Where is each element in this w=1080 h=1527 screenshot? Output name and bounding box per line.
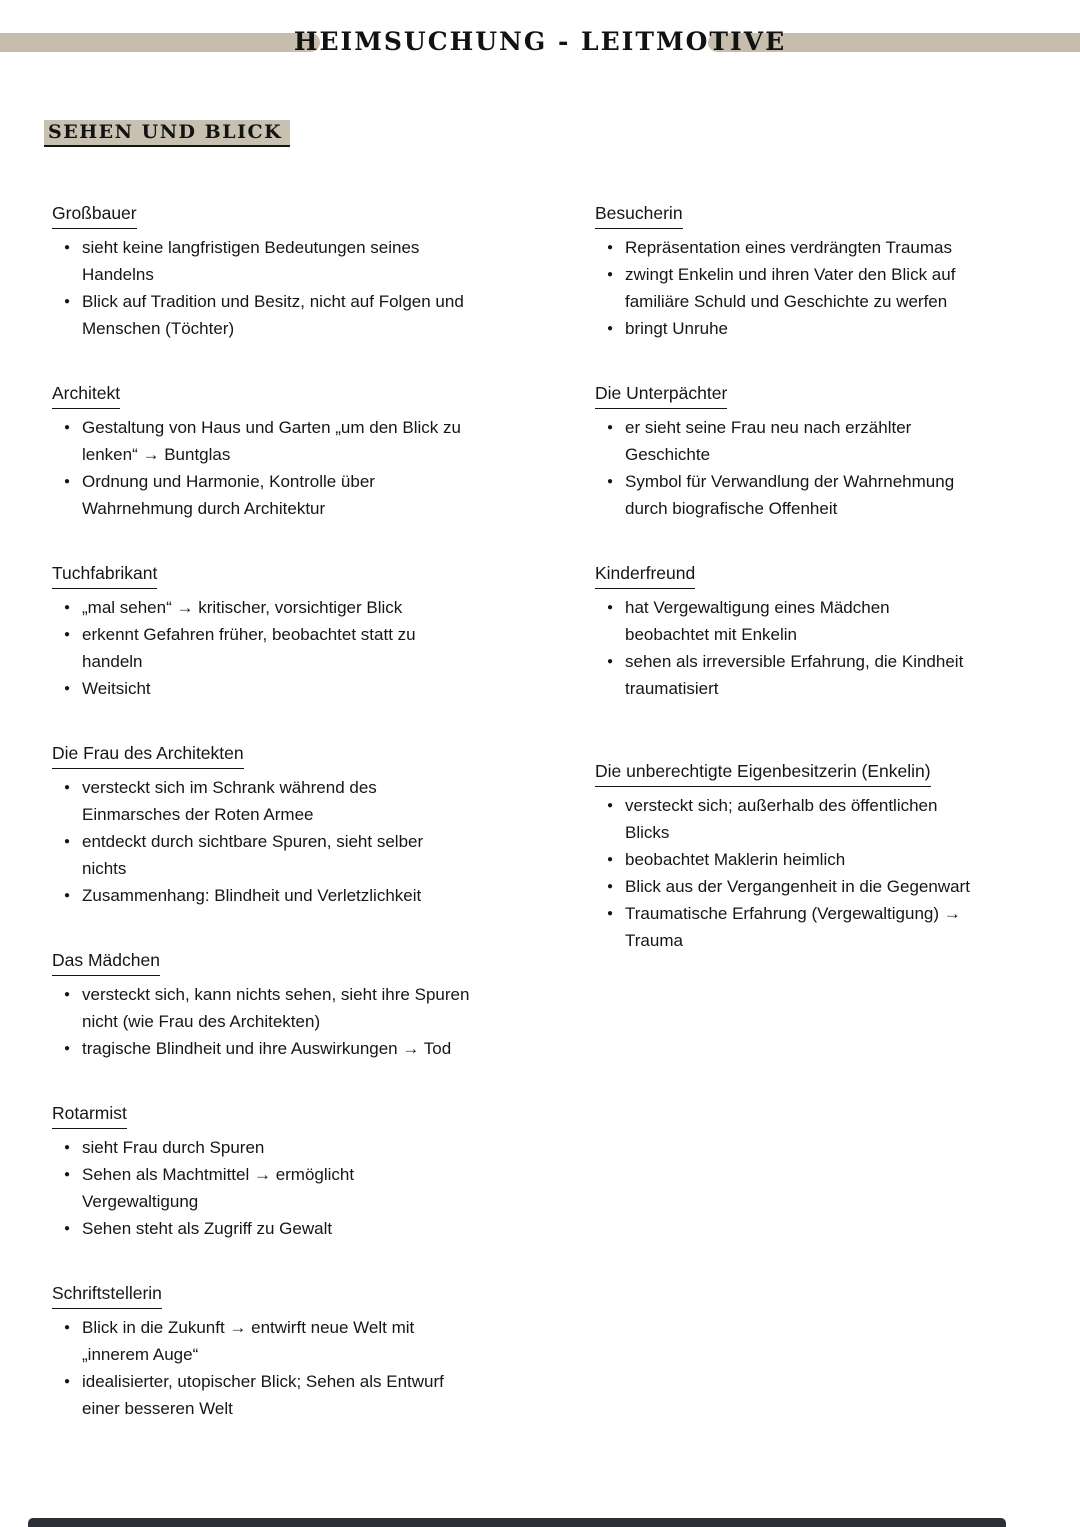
section-title-row <box>52 947 472 976</box>
bullet-item <box>52 774 472 828</box>
bullet-icon: ● <box>606 602 614 613</box>
bullet-item <box>52 675 472 702</box>
section-die-unterp-chter <box>595 380 970 522</box>
section-heading-text: SEHEN UND BLICK <box>44 120 290 147</box>
bullet-item <box>52 234 472 288</box>
section-architekt <box>52 380 472 522</box>
section-title: Die Frau des Architekten <box>52 740 244 769</box>
section-title: Rotarmist <box>52 1100 127 1129</box>
bullet-text: entdeckt durch sichtbare Spuren, sieht selber nichts <box>82 832 424 878</box>
bullet-icon: ● <box>63 476 71 487</box>
section-rotarmist <box>52 1100 472 1242</box>
section-title: Kinderfreund <box>595 560 695 589</box>
column-right <box>595 200 970 992</box>
bullet-text: Blick aus der Vergangenheit in die Gegenwart <box>625 877 970 896</box>
bullet-text: zwingt Enkelin und ihren Vater den Blick auf familiäre Schuld und Geschichte zu werfen <box>625 265 956 311</box>
bullet-icon: ● <box>606 908 614 919</box>
bullet-text: sieht keine langfristigen Bedeutungen seines Handelns <box>82 238 420 284</box>
bottom-banner-edge <box>28 1518 1006 1527</box>
section-heading <box>44 120 290 147</box>
bullet-icon: ● <box>63 836 71 847</box>
section-title-row <box>52 1280 472 1309</box>
section-besucherin <box>595 200 970 342</box>
bullet-icon: ● <box>606 323 614 334</box>
bullet-item <box>52 1314 472 1368</box>
bullet-text: hat Vergewaltigung eines Mädchen beobachtet mit Enkelin <box>625 598 890 644</box>
bullet-icon: ● <box>63 629 71 640</box>
bullet-icon: ● <box>63 1322 71 1333</box>
section-title-row <box>52 200 472 229</box>
bullet-icon: ● <box>63 683 71 694</box>
section-schriftstellerin <box>52 1280 472 1422</box>
bullet-text: Traumatische Erfahrung (Vergewaltigung) → Trauma <box>625 904 961 950</box>
bullet-icon: ● <box>63 890 71 901</box>
bullet-icon: ● <box>606 269 614 280</box>
bullet-text: beobachtet Maklerin heimlich <box>625 850 846 869</box>
bullet-icon: ● <box>606 242 614 253</box>
bullet-icon: ● <box>63 989 71 1000</box>
bullet-item <box>52 1134 472 1161</box>
bullet-text: Gestaltung von Haus und Garten „um den Blick zu lenken“ → Buntglas <box>82 418 461 464</box>
bullet-icon: ● <box>63 782 71 793</box>
bullet-item <box>52 1215 472 1242</box>
bullet-item <box>595 234 970 261</box>
bullet-item <box>595 900 970 954</box>
bullet-text: Sehen als Machtmittel → ermöglicht Vergewaltigung <box>82 1165 355 1211</box>
bullet-icon: ● <box>63 1142 71 1153</box>
section-title-row <box>595 380 970 409</box>
section-title: Die unberechtigte Eigenbesitzerin (Enkelin) <box>595 758 931 787</box>
bullet-text: erkennt Gefahren früher, beobachtet statt zu handeln <box>82 625 416 671</box>
section-die-unberechtigte-eigenbesitzerin-enkelin <box>595 758 970 954</box>
bullet-item <box>52 1035 472 1062</box>
section-title-row <box>52 560 472 589</box>
bullet-icon: ● <box>606 854 614 865</box>
section-title-row <box>52 740 472 769</box>
bullet-icon: ● <box>63 422 71 433</box>
bullet-item <box>595 468 970 522</box>
bullet-item <box>52 882 472 909</box>
bullet-icon: ● <box>63 1223 71 1234</box>
bullet-text: „mal sehen“ → kritischer, vorsichtiger Blick <box>82 598 403 617</box>
section-kinderfreund <box>595 560 970 702</box>
bullet-item <box>595 261 970 315</box>
bullet-item <box>595 594 970 648</box>
bullet-text: Zusammenhang: Blindheit und Verletzlichkeit <box>82 886 422 905</box>
bullet-icon: ● <box>606 476 614 487</box>
column-left <box>52 200 472 1460</box>
section-title: Die Unterpächter <box>595 380 727 409</box>
section-das-m-dchen <box>52 947 472 1062</box>
bullet-item <box>595 648 970 702</box>
section-title: Tuchfabrikant <box>52 560 157 589</box>
bullet-item <box>595 414 970 468</box>
bullet-item <box>52 414 472 468</box>
bullet-item <box>595 873 970 900</box>
section-title: Großbauer <box>52 200 137 229</box>
section-title: Das Mädchen <box>52 947 160 976</box>
bullet-item <box>52 1368 472 1422</box>
section-title: Architekt <box>52 380 120 409</box>
bullet-text: Symbol für Verwandlung der Wahrnehmung durch biografische Offenheit <box>625 472 955 518</box>
bullet-text: Blick in die Zukunft → entwirft neue Welt mit „innerem Auge“ <box>82 1318 415 1364</box>
bullet-text: sieht Frau durch Spuren <box>82 1138 265 1157</box>
bullet-text: idealisierter, utopischer Blick; Sehen als Entwurf einer besseren Welt <box>82 1372 444 1418</box>
bullet-text: er sieht seine Frau neu nach erzählter Geschichte <box>625 418 912 464</box>
page-title: HEIMSUCHUNG - LEITMOTIVE <box>293 27 787 56</box>
bullet-text: versteckt sich im Schrank während des Einmarsches der Roten Armee <box>82 778 377 824</box>
bullet-text: sehen als irreversible Erfahrung, die Kindheit traumatisiert <box>625 652 964 698</box>
bullet-item <box>52 594 472 621</box>
bullet-icon: ● <box>606 656 614 667</box>
bullet-item <box>595 846 970 873</box>
section-gro-bauer <box>52 200 472 342</box>
bullet-text: Repräsentation eines verdrängten Traumas <box>625 238 952 257</box>
bullet-text: versteckt sich, kann nichts sehen, sieht ihre Spuren nicht (wie Frau des Architekten) <box>82 985 470 1031</box>
bullet-item <box>52 468 472 522</box>
section-die-frau-des-architekten <box>52 740 472 909</box>
section-title-row <box>595 200 970 229</box>
bullet-icon: ● <box>606 422 614 433</box>
bullet-icon: ● <box>63 242 71 253</box>
section-tuchfabrikant <box>52 560 472 702</box>
bullet-text: Weitsicht <box>82 679 151 698</box>
bullet-text: bringt Unruhe <box>625 319 729 338</box>
bullet-text: Ordnung und Harmonie, Kontrolle über Wahrnehmung durch Architektur <box>82 472 375 518</box>
bullet-item <box>595 315 970 342</box>
section-title: Besucherin <box>595 200 683 229</box>
bullet-icon: ● <box>63 1043 71 1054</box>
bullet-text: Sehen steht als Zugriff zu Gewalt <box>82 1219 333 1238</box>
section-title-row <box>52 1100 472 1129</box>
bullet-icon: ● <box>63 602 71 613</box>
bullet-text: Blick auf Tradition und Besitz, nicht auf Folgen und Menschen (Töchter) <box>82 292 464 338</box>
bullet-icon: ● <box>63 1376 71 1387</box>
bullet-text: tragische Blindheit und ihre Auswirkungen → Tod <box>82 1039 452 1058</box>
bullet-icon: ● <box>63 296 71 307</box>
bullet-item <box>52 1161 472 1215</box>
bullet-item <box>52 288 472 342</box>
bullet-icon: ● <box>606 800 614 811</box>
bullet-item <box>52 981 472 1035</box>
section-title-row <box>52 380 472 409</box>
bullet-icon: ● <box>63 1169 71 1180</box>
bullet-icon: ● <box>606 881 614 892</box>
bullet-text: versteckt sich; außerhalb des öffentlichen Blicks <box>625 796 938 842</box>
section-title: Schriftstellerin <box>52 1280 162 1309</box>
section-title-row <box>595 758 970 787</box>
bullet-item <box>52 828 472 882</box>
bullet-item <box>595 792 970 846</box>
bullet-item <box>52 621 472 675</box>
section-title-row <box>595 560 970 589</box>
title-banner <box>0 26 1080 58</box>
